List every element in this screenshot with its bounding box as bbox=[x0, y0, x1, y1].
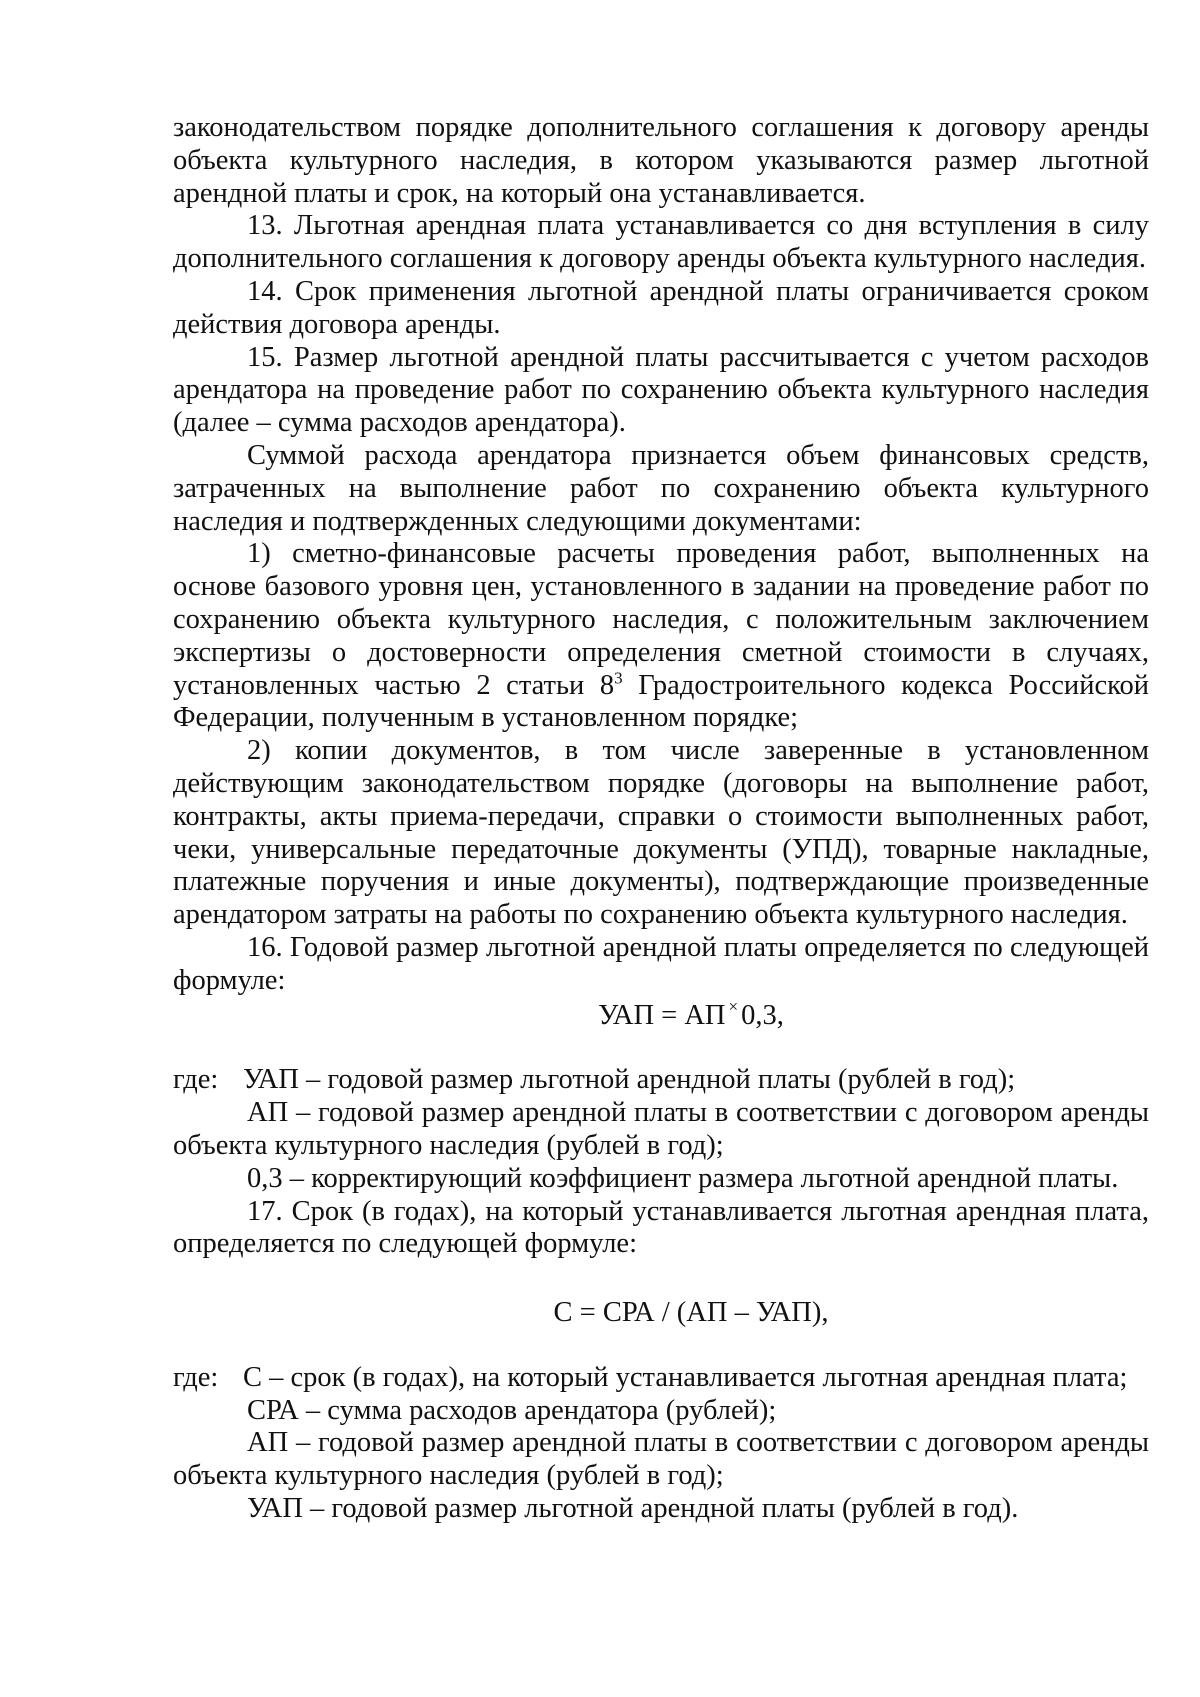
paragraph-15: 15. Размер льготной арендной платы рассчитывается с учетом расходов арендатора на проведение работ по сохранению объекта культурного наследия (далее – сумма расходов арендатора). bbox=[173, 341, 1149, 439]
item-1-text-a: 1) сметно-финансовые расчеты проведения работ, выполненных на основе базового уровня цен, установленного в задании на проведение работ по сохранению объекта культурного наследия, с положительным заключением экспертизы о достоверности определения сметной стоимости в случаях, установленных частью 2 статьи 8 bbox=[173, 538, 1149, 701]
paragraph-16: 16. Годовой размер льготной арендной платы определяется по следующей формуле: bbox=[173, 931, 1149, 996]
formula-annual-rent bbox=[173, 996, 1149, 1033]
where-1-first-text: УАП – годовой размер льготной арендной платы (рублей в год); bbox=[243, 1064, 1016, 1096]
paragraph-14: 14. Срок применения льготной арендной платы ограничивается сроком действия договора аренды. bbox=[173, 275, 1149, 340]
where-2-first-text: С – срок (в годах), на который устанавливается льготная арендная плата; bbox=[243, 1361, 1128, 1393]
where-1-third: 0,3 – корректирующий коэффициент размера льготной арендной платы. bbox=[247, 1162, 1119, 1194]
where-2-second: СРА – сумма расходов арендатора (рублей); bbox=[247, 1394, 777, 1426]
formula-term: С = СРА / (АП – УАП), bbox=[553, 1297, 829, 1329]
multiply-sign: × bbox=[728, 996, 739, 1016]
where-1-first bbox=[173, 1064, 1149, 1097]
paragraph-15-item-2: 2) копии документов, в том числе заверенные в установленном действующим законодательством порядке (договоры на выполнение работ, контракты, акты приема-передачи, справки о стоимости выполненных работ, чеки, универсальные передаточные документы (УПД), товарные накладные, платежные поручения и иные документы), подтверждающие произведенные арендатором затраты на работы по сохранению объекта культурного наследия. bbox=[173, 735, 1149, 931]
paragraph-continuation: законодательством порядке дополнительного соглашения к договору аренды объекта культурного наследия, в котором указываются размер льготной арендной платы и срок, на который она устанавливается. bbox=[173, 112, 1149, 209]
paragraph-15-expense-definition: Суммой расхода арендатора признается объем финансовых средств, затраченных на выполнение работ по сохранению объекта культурного наследия и подтвержденных следующими документами: bbox=[173, 439, 1149, 537]
formula-1-left: УАП = АП bbox=[598, 999, 726, 1031]
item-1-superscript: 3 bbox=[614, 668, 623, 688]
where-label: где: bbox=[173, 1064, 219, 1096]
where-label: где: bbox=[173, 1361, 219, 1393]
item-1-text-b: Градостроительного кодекса Российской Федерации, полученным в установленном порядке; bbox=[173, 669, 1149, 734]
paragraph-17: 17. Срок (в годах), на который устанавливается льготная арендная плата, определяется по следующей формуле: bbox=[173, 1195, 1149, 1260]
where-2-fourth: УАП – годовой размер льготной арендной платы (рублей в год). bbox=[247, 1493, 1019, 1525]
where-1-second: АП – годовой размер арендной платы в соответствии с договором аренды объекта культурного наследия (рублей в год); bbox=[173, 1097, 1149, 1161]
document-page bbox=[173, 112, 1149, 1526]
formula-1-right: 0,3, bbox=[741, 999, 784, 1031]
where-2-third: АП – годовой размер арендной платы в соответствии с договором аренды объекта культурного наследия (рублей в год); bbox=[173, 1427, 1149, 1492]
paragraph-13: 13. Льготная арендная плата устанавливается со дня вступления в силу дополнительного соглашения к договору аренды объекта культурного наследия. bbox=[173, 210, 1149, 275]
paragraph-15-item-1 bbox=[173, 538, 1149, 735]
where-2-first bbox=[173, 1362, 1149, 1395]
